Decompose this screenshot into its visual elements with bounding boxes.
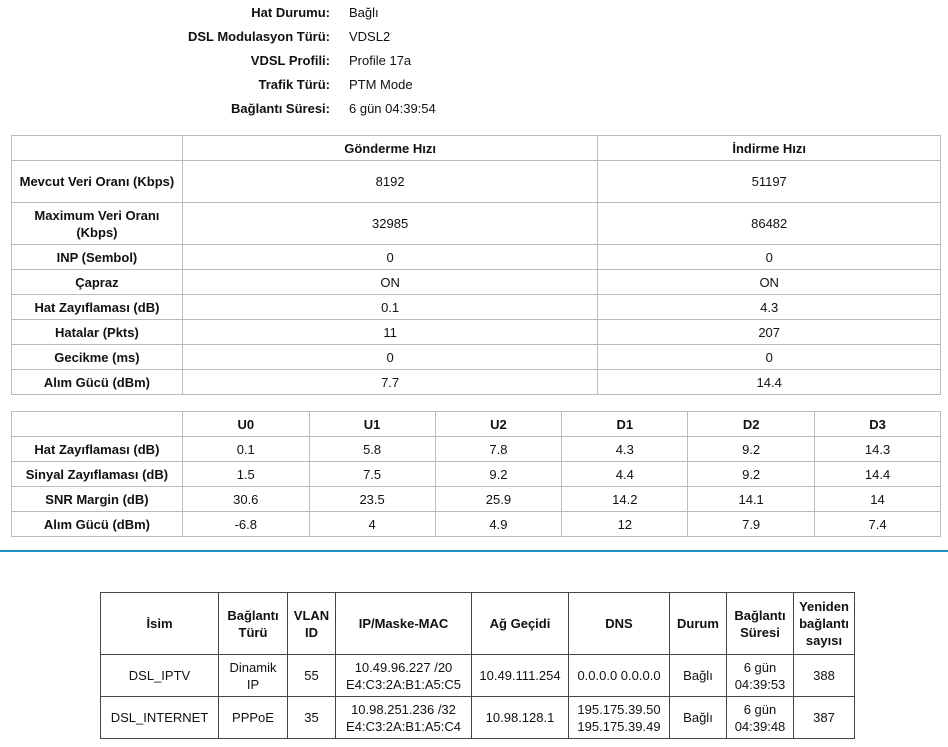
cell-downstream: 207 (598, 320, 941, 345)
cell-line: 0.0.0.0 0.0.0.0 (577, 668, 661, 683)
row-label: Hatalar (Pkts) (12, 320, 183, 345)
cell-name: DSL_INTERNET (101, 697, 219, 739)
row-label: Çapraz (12, 270, 183, 295)
cell-gateway: 10.98.128.1 (472, 697, 569, 739)
cell-downstream: 86482 (598, 203, 941, 245)
section-divider (0, 550, 948, 552)
row-label: Gecikme (ms) (12, 345, 183, 370)
table-row (101, 697, 855, 739)
band-cell: 7.5 (309, 462, 435, 487)
header-line: bağlantı (799, 616, 849, 631)
col-header-band: U2 (435, 412, 562, 437)
table-row (12, 487, 941, 512)
col-header-dns: DNS (569, 593, 670, 655)
cell-connection-type (219, 655, 288, 697)
table-row (101, 655, 855, 697)
status-label: Bağlantı Süresi: (231, 101, 330, 116)
band-cell: 30.6 (182, 487, 309, 512)
header-line: VLAN (293, 607, 330, 623)
row-label: Mevcut Veri Oranı (Kbps) (12, 161, 183, 203)
cell-downstream: 14.4 (598, 370, 941, 395)
header-line: Yeniden (799, 599, 849, 614)
row-label: SNR Margin (dB) (12, 487, 183, 512)
cell-line: Dinamik (229, 659, 277, 675)
cell-connection-type (219, 697, 288, 739)
band-cell: 9.2 (688, 462, 815, 487)
cell-upstream: 8192 (182, 161, 598, 203)
col-header-band: D3 (815, 412, 941, 437)
col-header-gateway: Ağ Geçidi (472, 593, 569, 655)
col-header-state: Durum (670, 593, 727, 655)
band-cell: 25.9 (435, 487, 562, 512)
col-header-reconnect-count (794, 593, 855, 655)
band-cell: 0.1 (182, 437, 309, 462)
cell-dns (569, 655, 670, 697)
cell-ip-mac (336, 697, 472, 739)
table-row (12, 437, 941, 462)
cell-upstream: 0 (182, 345, 598, 370)
row-label: Hat Zayıflaması (dB) (12, 295, 183, 320)
cell-duration (727, 697, 794, 739)
cell-upstream: 0 (182, 245, 598, 270)
cell-downstream: 4.3 (598, 295, 941, 320)
cell-reconnect-count: 387 (794, 697, 855, 739)
cell-mac: E4:C3:2A:B1:A5:C5 (346, 676, 461, 692)
cell-line: 195.175.39.49 (577, 718, 661, 734)
table-row (12, 320, 941, 345)
cell-upstream: 32985 (182, 203, 598, 245)
cell-line: IP (246, 676, 260, 692)
band-cell: 5.8 (309, 437, 435, 462)
cell-ip-mac (336, 655, 472, 697)
status-value: PTM Mode (349, 77, 413, 92)
band-stats-table (11, 411, 941, 537)
table-row (12, 203, 941, 245)
band-cell: 4.9 (435, 512, 562, 537)
cell-state: Bağlı (670, 697, 727, 739)
band-cell: 9.2 (435, 462, 562, 487)
cell-upstream: ON (182, 270, 598, 295)
cell-line: 6 gün (743, 701, 777, 717)
rate-stats-table (11, 135, 941, 395)
band-cell: 7.4 (815, 512, 941, 537)
band-cell: 14.2 (562, 487, 688, 512)
col-header-upstream: Gönderme Hızı (182, 136, 598, 161)
col-header-ip-mask-mac: IP/Maske-MAC (336, 593, 472, 655)
status-label: VDSL Profili: (250, 53, 330, 68)
cell-vlan: 55 (288, 655, 336, 697)
band-cell: 7.9 (688, 512, 815, 537)
header-line: Türü (238, 624, 268, 640)
table-row (12, 161, 941, 203)
status-value: 6 gün 04:39:54 (349, 101, 436, 116)
status-value: VDSL2 (349, 29, 391, 44)
table-header-row (12, 412, 941, 437)
cell-line: 04:39:48 (734, 718, 786, 734)
table-header-row (101, 593, 855, 655)
col-header-connection-type (219, 593, 288, 655)
cell-ip: 10.98.251.236 /32 (351, 701, 456, 717)
cell-downstream: 0 (598, 245, 941, 270)
cell-line: PPPoE (232, 710, 274, 725)
band-cell: 1.5 (182, 462, 309, 487)
cell-vlan: 35 (288, 697, 336, 739)
cell-line: 195.175.39.50 (577, 701, 661, 717)
header-line: sayısı (805, 633, 843, 648)
band-cell: 12 (562, 512, 688, 537)
status-value: Profile 17a (349, 53, 412, 68)
band-cell: 4.3 (562, 437, 688, 462)
band-cell: 7.8 (435, 437, 562, 462)
band-cell: 14.3 (815, 437, 941, 462)
band-cell: 23.5 (309, 487, 435, 512)
cell-state: Bağlı (670, 655, 727, 697)
band-cell: 4 (309, 512, 435, 537)
header-line: ID (305, 624, 318, 640)
row-label: Alım Gücü (dBm) (12, 512, 183, 537)
table-row (12, 462, 941, 487)
cell-reconnect-count: 388 (794, 655, 855, 697)
table-row (12, 370, 941, 395)
row-label: Sinyal Zayıflaması (dB) (12, 462, 183, 487)
cell-duration (727, 655, 794, 697)
status-label: DSL Modulasyon Türü: (187, 29, 330, 44)
table-row (12, 295, 941, 320)
col-header-vlan-id (288, 593, 336, 655)
cell-downstream: ON (598, 270, 941, 295)
col-header-band: D1 (562, 412, 688, 437)
status-label: Trafik Türü: (258, 77, 330, 92)
table-row (12, 270, 941, 295)
band-cell: 14 (815, 487, 941, 512)
col-header-name: İsim (101, 593, 219, 655)
cell-upstream: 0.1 (182, 295, 598, 320)
row-label: Hat Zayıflaması (dB) (12, 437, 183, 462)
cell-upstream: 7.7 (182, 370, 598, 395)
col-header-band: U0 (182, 412, 309, 437)
col-header-band: U1 (309, 412, 435, 437)
cell-downstream: 51197 (598, 161, 941, 203)
cell-upstream: 11 (182, 320, 598, 345)
row-label: Alım Gücü (dBm) (12, 370, 183, 395)
corner-cell (12, 136, 183, 161)
cell-ip: 10.49.96.227 /20 (354, 659, 453, 675)
cell-line: 04:39:53 (734, 676, 786, 692)
header-line: Bağlantı (227, 607, 279, 623)
table-row (12, 245, 941, 270)
cell-dns (569, 697, 670, 739)
cell-gateway: 10.49.111.254 (472, 655, 569, 697)
cell-line: 6 gün (743, 659, 777, 675)
cell-name: DSL_IPTV (101, 655, 219, 697)
wan-connections-table (100, 592, 855, 739)
table-header-row (12, 136, 941, 161)
cell-downstream: 0 (598, 345, 941, 370)
band-cell: 14.4 (815, 462, 941, 487)
header-line: Bağlantı (734, 607, 786, 623)
col-header-downstream: İndirme Hızı (598, 136, 941, 161)
header-line: Süresi (740, 624, 780, 640)
corner-cell (12, 412, 183, 437)
col-header-band: D2 (688, 412, 815, 437)
band-cell: 14.1 (688, 487, 815, 512)
table-row (12, 512, 941, 537)
band-cell: 4.4 (562, 462, 688, 487)
status-value: Bağlı (349, 5, 379, 20)
band-cell: 9.2 (688, 437, 815, 462)
table-row (12, 345, 941, 370)
status-label: Hat Durumu: (251, 5, 330, 20)
row-label: INP (Sembol) (12, 245, 183, 270)
col-header-duration (727, 593, 794, 655)
band-cell: -6.8 (182, 512, 309, 537)
row-label: Maximum Veri Oranı (Kbps) (12, 203, 183, 245)
cell-mac: E4:C3:2A:B1:A5:C4 (346, 718, 461, 734)
